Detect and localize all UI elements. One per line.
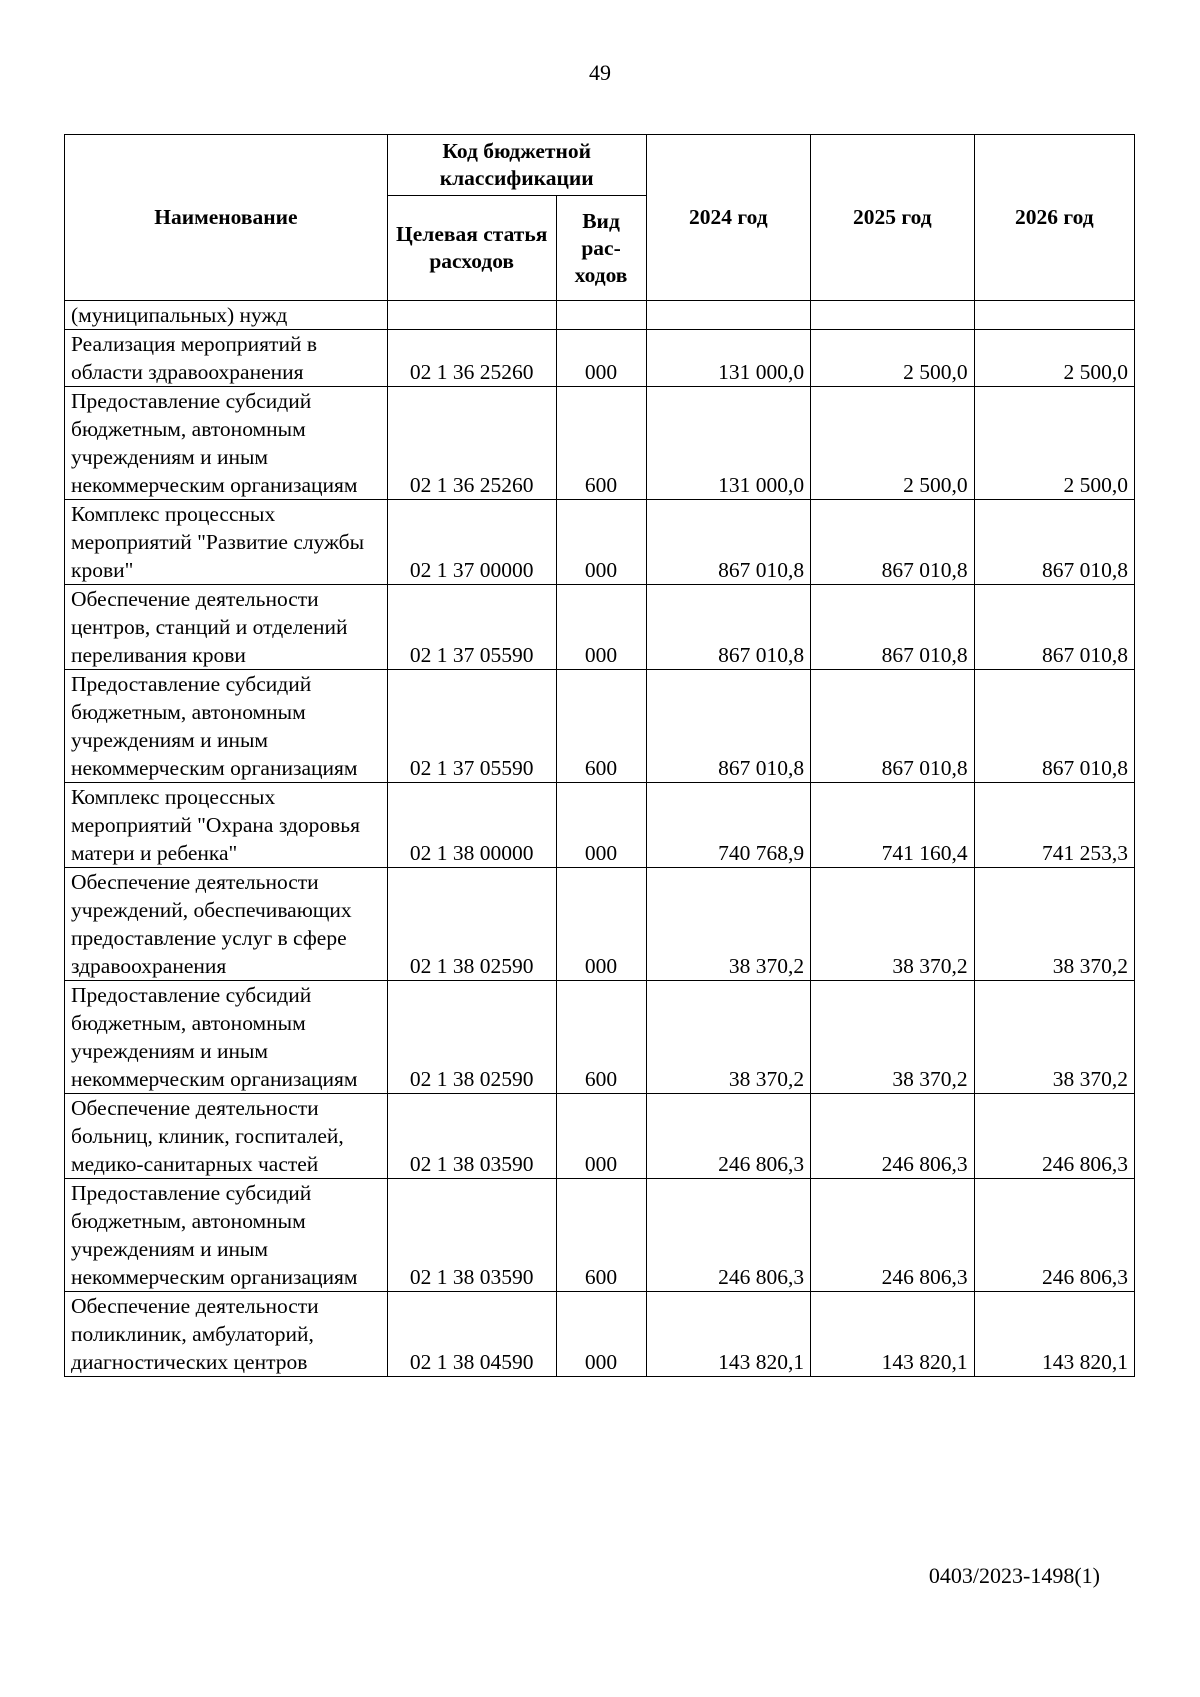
page-number: 49: [589, 60, 611, 85]
row-name: Предоставление субсидий бюджетным, автономным учреждениям и иным некоммерческим организациям: [65, 981, 388, 1094]
row-value-2025: 867 010,8: [811, 670, 974, 783]
row-value-2026: 143 820,1: [974, 1292, 1134, 1377]
row-code: 02 1 38 03590: [387, 1179, 556, 1292]
row-kind: 000: [556, 500, 646, 585]
row-value-2026: 2 500,0: [974, 387, 1134, 500]
row-code: 02 1 36 25260: [387, 387, 556, 500]
row-value-2024: 867 010,8: [646, 670, 811, 783]
table-row: [65, 981, 1135, 1094]
row-value-2024: 867 010,8: [646, 500, 811, 585]
table-row: [65, 1292, 1135, 1377]
row-value-2025: 246 806,3: [811, 1179, 974, 1292]
row-value-2024: [646, 301, 811, 330]
header-expense-kind: Вид рас-ходов: [556, 196, 646, 301]
row-value-2024: 38 370,2: [646, 868, 811, 981]
table-row: [65, 500, 1135, 585]
row-value-2024: 867 010,8: [646, 585, 811, 670]
row-value-2025: 38 370,2: [811, 868, 974, 981]
row-name: Предоставление субсидий бюджетным, автономным учреждениям и иным некоммерческим организациям: [65, 1179, 388, 1292]
row-code: 02 1 38 03590: [387, 1094, 556, 1179]
row-name: Комплекс процессных мероприятий "Развитие службы крови": [65, 500, 388, 585]
row-value-2025: 867 010,8: [811, 585, 974, 670]
row-kind: 000: [556, 585, 646, 670]
row-code: 02 1 36 25260: [387, 330, 556, 387]
row-value-2025: 867 010,8: [811, 500, 974, 585]
table-row: [65, 670, 1135, 783]
row-value-2026: 38 370,2: [974, 981, 1134, 1094]
table-row: [65, 868, 1135, 981]
row-value-2025: 741 160,4: [811, 783, 974, 868]
row-value-2024: 246 806,3: [646, 1179, 811, 1292]
document-code: 0403/2023-1498(1): [928, 1563, 1100, 1588]
header-code-group: Код бюджетной классификации: [387, 135, 646, 196]
row-value-2024: 740 768,9: [646, 783, 811, 868]
row-name: Предоставление субсидий бюджетным, автономным учреждениям и иным некоммерческим организациям: [65, 670, 388, 783]
row-value-2024: 38 370,2: [646, 981, 811, 1094]
row-kind: 000: [556, 330, 646, 387]
row-code: 02 1 38 00000: [387, 783, 556, 868]
table-row: [65, 1094, 1135, 1179]
row-kind: [556, 301, 646, 330]
row-name: Обеспечение деятельности учреждений, обеспечивающих предоставление услуг в сфере здравоохранения: [65, 868, 388, 981]
row-name: Обеспечение деятельности центров, станций и отделений переливания крови: [65, 585, 388, 670]
row-value-2024: 143 820,1: [646, 1292, 811, 1377]
row-name: Комплекс процессных мероприятий "Охрана здоровья матери и ребенка": [65, 783, 388, 868]
table-row: [65, 330, 1135, 387]
budget-table: [64, 134, 1135, 1377]
row-value-2026: 741 253,3: [974, 783, 1134, 868]
row-value-2025: 246 806,3: [811, 1094, 974, 1179]
row-value-2026: 246 806,3: [974, 1094, 1134, 1179]
header-target-article: Целевая статья расходов: [387, 196, 556, 301]
row-kind: 600: [556, 670, 646, 783]
row-value-2025: [811, 301, 974, 330]
row-code: 02 1 38 02590: [387, 981, 556, 1094]
header-2025: 2025 год: [811, 135, 974, 301]
row-value-2024: 131 000,0: [646, 330, 811, 387]
table-row: [65, 585, 1135, 670]
row-kind: 000: [556, 783, 646, 868]
table-row: [65, 387, 1135, 500]
row-name: Предоставление субсидий бюджетным, автономным учреждениям и иным некоммерческим организациям: [65, 387, 388, 500]
table-row: [65, 783, 1135, 868]
row-value-2026: 867 010,8: [974, 500, 1134, 585]
row-name: (муниципальных) нужд: [65, 301, 388, 330]
row-name: Реализация мероприятий в области здравоохранения: [65, 330, 388, 387]
table-row: [65, 301, 1135, 330]
row-kind: 600: [556, 387, 646, 500]
row-code: 02 1 37 05590: [387, 585, 556, 670]
header-2026: 2026 год: [974, 135, 1134, 301]
row-code: 02 1 38 04590: [387, 1292, 556, 1377]
row-kind: 000: [556, 1292, 646, 1377]
row-value-2026: 38 370,2: [974, 868, 1134, 981]
row-code: 02 1 37 00000: [387, 500, 556, 585]
row-kind: 600: [556, 981, 646, 1094]
row-code: 02 1 37 05590: [387, 670, 556, 783]
row-value-2026: [974, 301, 1134, 330]
row-code: [387, 301, 556, 330]
row-value-2026: 2 500,0: [974, 330, 1134, 387]
row-value-2025: 2 500,0: [811, 387, 974, 500]
row-kind: 600: [556, 1179, 646, 1292]
row-name: Обеспечение деятельности больниц, клиник, госпиталей, медико-санитарных частей: [65, 1094, 388, 1179]
row-kind: 000: [556, 1094, 646, 1179]
row-value-2025: 38 370,2: [811, 981, 974, 1094]
header-2024: 2024 год: [646, 135, 811, 301]
row-value-2024: 131 000,0: [646, 387, 811, 500]
row-value-2024: 246 806,3: [646, 1094, 811, 1179]
row-value-2026: 867 010,8: [974, 670, 1134, 783]
row-value-2025: 143 820,1: [811, 1292, 974, 1377]
row-code: 02 1 38 02590: [387, 868, 556, 981]
row-value-2026: 867 010,8: [974, 585, 1134, 670]
row-value-2025: 2 500,0: [811, 330, 974, 387]
table-row: [65, 1179, 1135, 1292]
row-value-2026: 246 806,3: [974, 1179, 1134, 1292]
row-name: Обеспечение деятельности поликлиник, амбулаторий, диагностических центров: [65, 1292, 388, 1377]
header-name: Наименование: [65, 135, 388, 301]
row-kind: 000: [556, 868, 646, 981]
